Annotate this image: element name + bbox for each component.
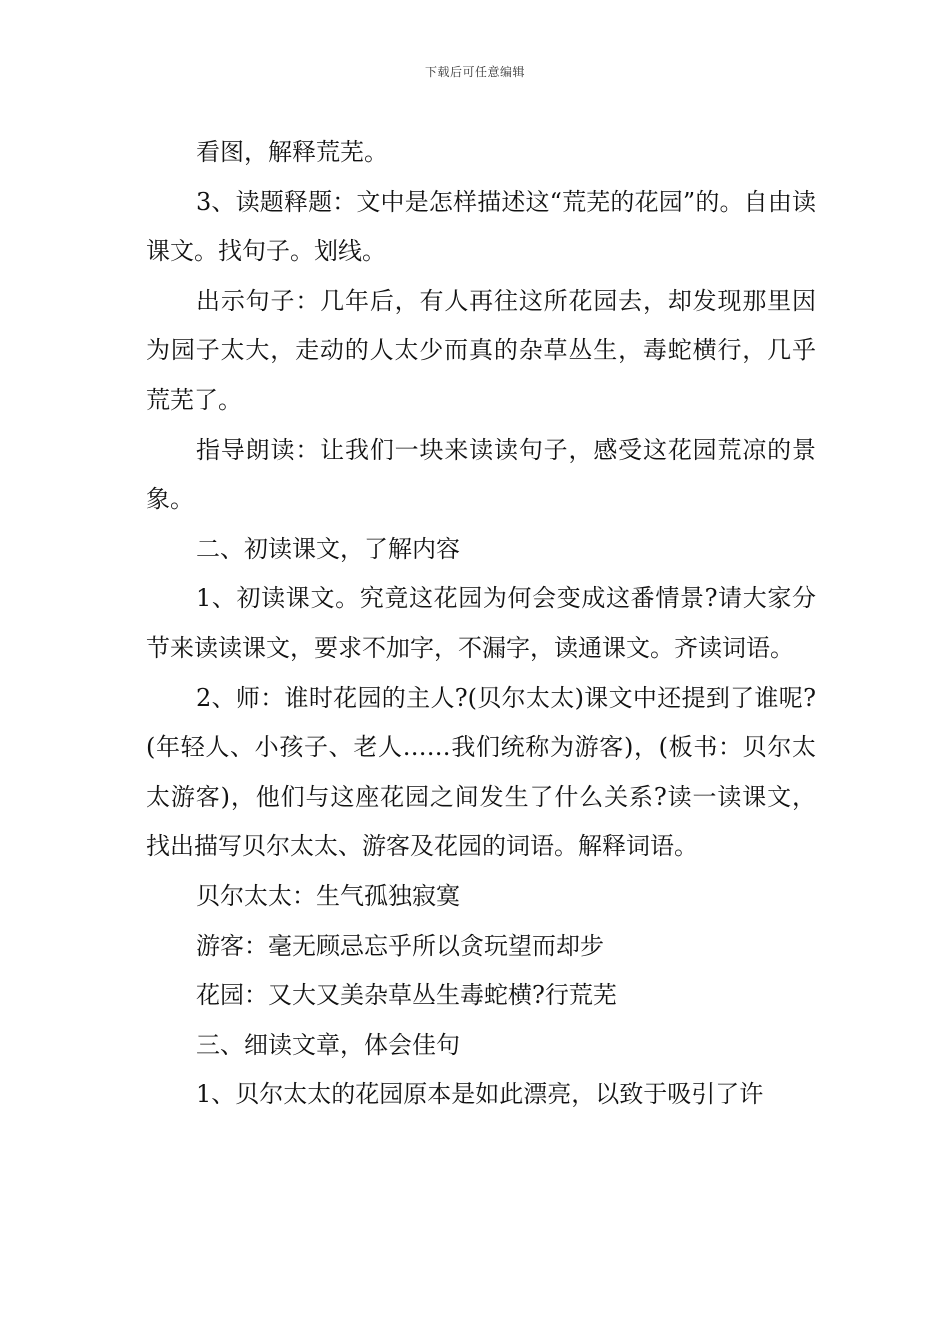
- document-body: [146, 128, 816, 1120]
- paragraph: 1、贝尔太太的花园原本是如此漂亮，以致于吸引了许: [196, 1080, 764, 1109]
- paragraph: 看图，解释荒芜。: [196, 138, 388, 166]
- section-heading: 二、初读课文，了解内容: [196, 534, 460, 563]
- paragraph: 出示句子：几年后，有人再往这所花园去，却发现那里因为园子太大，走动的人太少而真的杂草丛生，毒蛇横行，几乎荒芜了。: [146, 286, 816, 414]
- page-header: 下载后可任意编辑: [424, 65, 525, 79]
- vocabulary-line: 游客：毫无顾忌忘乎所以贪玩望而却步: [196, 931, 604, 960]
- vocabulary-line: 贝尔太太：生气孤独寂寞: [196, 881, 460, 910]
- section-heading: 三、细读文章，体会佳句: [196, 1030, 460, 1059]
- paragraph: 3、读题释题：文中是怎样描述这“荒芜的花园”的。自由读课文。找句子。划线。: [146, 187, 816, 266]
- paragraph: 2、师：谁时花园的主人?(贝尔太太)课文中还提到了谁呢?(年轻人、小孩子、老人……我们统称为游客)，(板书：贝尔太太游客)，他们与这座花园之间发生了什么关系?读一读课文，找出描写贝尔太太、游客及花园的词语。解释词语。: [146, 683, 816, 861]
- paragraph: 指导朗读：让我们一块来读读句子，感受这花园荒凉的景象。: [146, 435, 816, 514]
- paragraph: 1、初读课文。究竟这花园为何会变成这番情景?请大家分节来读读课文，要求不加字，不漏字，读通课文。齐读词语。: [146, 584, 816, 662]
- vocabulary-line: 花园：又大又美杂草丛生毒蛇横?行荒芜: [196, 981, 617, 1010]
